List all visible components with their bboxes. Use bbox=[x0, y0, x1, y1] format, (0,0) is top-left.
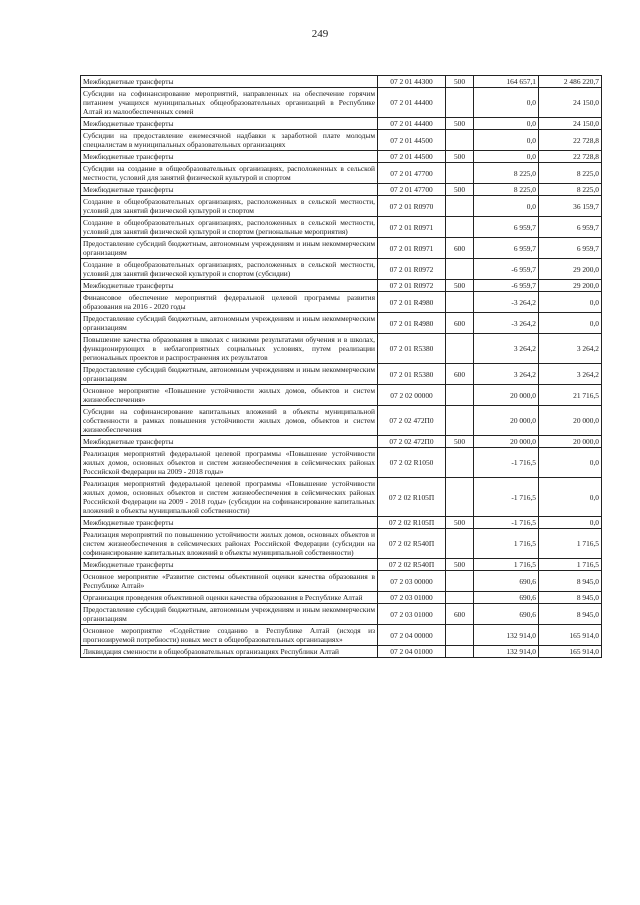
row-code: 07 2 01 R0972 bbox=[378, 259, 446, 280]
row-code: 07 2 01 44400 bbox=[378, 88, 446, 118]
row-amount-2: 165 914,0 bbox=[539, 646, 602, 658]
row-amount-1: -3 264,2 bbox=[474, 313, 539, 334]
table-row bbox=[81, 76, 602, 88]
table-row bbox=[81, 238, 602, 259]
row-description: Создание в общеобразовательных организациях, расположенных в сельской местности, условий для занятий физической культурой и спортом (региональные мероприятия) bbox=[81, 217, 378, 238]
row-expense-type: 500 bbox=[446, 436, 474, 448]
row-description: Предоставление субсидий бюджетным, автономным учреждениям и иным некоммерческим организациям bbox=[81, 364, 378, 385]
row-amount-1: 8 225,0 bbox=[474, 184, 539, 196]
table-row bbox=[81, 130, 602, 151]
row-expense-type bbox=[446, 385, 474, 406]
row-description: Межбюджетные трансферты bbox=[81, 436, 378, 448]
row-expense-type bbox=[446, 646, 474, 658]
row-code: 07 2 01 44300 bbox=[378, 76, 446, 88]
table-row bbox=[81, 385, 602, 406]
table-row bbox=[81, 517, 602, 529]
table-row bbox=[81, 646, 602, 658]
table-row bbox=[81, 292, 602, 313]
row-expense-type: 500 bbox=[446, 280, 474, 292]
row-code: 07 2 02 R105П bbox=[378, 478, 446, 517]
table-row bbox=[81, 604, 602, 625]
row-amount-1: 0,0 bbox=[474, 88, 539, 118]
row-amount-2: 0,0 bbox=[539, 292, 602, 313]
row-code: 07 2 01 44500 bbox=[378, 130, 446, 151]
row-amount-1: 0,0 bbox=[474, 151, 539, 163]
row-amount-2: 22 728,8 bbox=[539, 130, 602, 151]
row-expense-type: 600 bbox=[446, 313, 474, 334]
row-amount-1: -1 716,5 bbox=[474, 478, 539, 517]
page-number: 249 bbox=[311, 28, 329, 40]
budget-table bbox=[80, 75, 602, 658]
row-code: 07 2 01 44400 bbox=[378, 118, 446, 130]
table-row bbox=[81, 334, 602, 364]
table-row bbox=[81, 196, 602, 217]
row-expense-type: 500 bbox=[446, 184, 474, 196]
row-amount-1: 1 716,5 bbox=[474, 559, 539, 571]
budget-table-body bbox=[81, 76, 602, 658]
row-amount-2: 24 150,0 bbox=[539, 118, 602, 130]
table-row bbox=[81, 163, 602, 184]
row-description: Субсидии на предоставление ежемесячной надбавки к заработной плате молодым специалистам в муниципальных образовательных организациях bbox=[81, 130, 378, 151]
row-amount-2: 8 225,0 bbox=[539, 184, 602, 196]
table-row bbox=[81, 571, 602, 592]
row-description: Предоставление субсидий бюджетным, автономным учреждениям и иным некоммерческим организациям bbox=[81, 238, 378, 259]
row-code: 07 2 01 R4980 bbox=[378, 313, 446, 334]
row-code: 07 2 04 00000 bbox=[378, 625, 446, 646]
row-amount-2: 0,0 bbox=[539, 448, 602, 478]
row-amount-1: 0,0 bbox=[474, 130, 539, 151]
row-code: 07 2 01 44500 bbox=[378, 151, 446, 163]
row-amount-2: 29 200,0 bbox=[539, 280, 602, 292]
row-code: 07 2 02 R105П bbox=[378, 517, 446, 529]
row-expense-type: 500 bbox=[446, 118, 474, 130]
row-description: Межбюджетные трансферты bbox=[81, 151, 378, 163]
row-amount-2: 20 000,0 bbox=[539, 436, 602, 448]
row-expense-type bbox=[446, 259, 474, 280]
table-row bbox=[81, 184, 602, 196]
row-amount-2: 165 914,0 bbox=[539, 625, 602, 646]
row-code: 07 2 02 R1050 bbox=[378, 448, 446, 478]
row-amount-1: -1 716,5 bbox=[474, 517, 539, 529]
row-description: Межбюджетные трансферты bbox=[81, 517, 378, 529]
row-amount-2: 0,0 bbox=[539, 313, 602, 334]
row-amount-1: 20 000,0 bbox=[474, 436, 539, 448]
row-amount-1: 20 000,0 bbox=[474, 385, 539, 406]
row-description: Реализация мероприятий федеральной целевой программы «Повышение устойчивости жилых домов, основных объектов и систем жизнеобеспечения в сейсмических районах Российской Федерации на 2009 - 2018 годы» bbox=[81, 448, 378, 478]
row-amount-1: -3 264,2 bbox=[474, 292, 539, 313]
row-description: Основное мероприятие «Повышение устойчивости жилых домов, объектов и систем жизнеобеспечения» bbox=[81, 385, 378, 406]
row-expense-type: 500 bbox=[446, 559, 474, 571]
row-expense-type: 600 bbox=[446, 364, 474, 385]
table-row bbox=[81, 151, 602, 163]
row-amount-1: 132 914,0 bbox=[474, 646, 539, 658]
row-code: 07 2 01 R5380 bbox=[378, 364, 446, 385]
row-description: Реализация мероприятий по повышению устойчивости жилых домов, основных объектов и систем жизнеобеспечения в сейсмических районах Российской Федерации (субсидии на софинансирование капитальных вложений в объекты муниципальной собственности) bbox=[81, 529, 378, 559]
table-row bbox=[81, 529, 602, 559]
row-amount-2: 29 200,0 bbox=[539, 259, 602, 280]
row-amount-1: 1 716,5 bbox=[474, 529, 539, 559]
row-expense-type: 600 bbox=[446, 238, 474, 259]
table-row bbox=[81, 259, 602, 280]
row-amount-2: 8 945,0 bbox=[539, 571, 602, 592]
row-code: 07 2 02 472П0 bbox=[378, 436, 446, 448]
row-description: Предоставление субсидий бюджетным, автономным учреждениям и иным некоммерческим организациям bbox=[81, 604, 378, 625]
row-amount-1: 0,0 bbox=[474, 118, 539, 130]
row-code: 07 2 01 R0970 bbox=[378, 196, 446, 217]
row-amount-2: 8 945,0 bbox=[539, 604, 602, 625]
table-row bbox=[81, 217, 602, 238]
row-expense-type bbox=[446, 571, 474, 592]
row-description: Межбюджетные трансферты bbox=[81, 559, 378, 571]
row-expense-type bbox=[446, 130, 474, 151]
row-code: 07 2 02 R540П bbox=[378, 559, 446, 571]
row-amount-1: -1 716,5 bbox=[474, 448, 539, 478]
row-amount-1: 690,6 bbox=[474, 592, 539, 604]
row-description: Повышение качества образования в школах с низкими результатами обучения и в школах, функционирующих в неблагоприятных социальных условиях, путем реализации региональных проектов и распространения их результатов bbox=[81, 334, 378, 364]
row-code: 07 2 04 01000 bbox=[378, 646, 446, 658]
row-expense-type bbox=[446, 406, 474, 436]
row-description: Финансовое обеспечение мероприятий федеральной целевой программы развития образования на 2016 - 2020 годы bbox=[81, 292, 378, 313]
row-expense-type bbox=[446, 625, 474, 646]
row-description: Межбюджетные трансферты bbox=[81, 280, 378, 292]
row-amount-2: 1 716,5 bbox=[539, 559, 602, 571]
row-description: Субсидии на софинансирование мероприятий, направленных на обеспечение горячим питанием учащихся муниципальных общеобразовательных организаций в Республике Алтай из малообеспеченных семей bbox=[81, 88, 378, 118]
table-row bbox=[81, 364, 602, 385]
row-amount-1: 3 264,2 bbox=[474, 364, 539, 385]
table-row bbox=[81, 559, 602, 571]
row-amount-2: 1 716,5 bbox=[539, 529, 602, 559]
table-row bbox=[81, 478, 602, 517]
row-code: 07 2 01 R4980 bbox=[378, 292, 446, 313]
row-amount-2: 24 150,0 bbox=[539, 88, 602, 118]
row-expense-type bbox=[446, 217, 474, 238]
row-amount-1: 6 959,7 bbox=[474, 238, 539, 259]
row-expense-type bbox=[446, 292, 474, 313]
row-code: 07 2 03 01000 bbox=[378, 592, 446, 604]
row-amount-1: 132 914,0 bbox=[474, 625, 539, 646]
table-row bbox=[81, 118, 602, 130]
row-description: Основное мероприятие «Развитие системы объективной оценки качества образования в Республике Алтай» bbox=[81, 571, 378, 592]
table-row bbox=[81, 280, 602, 292]
row-expense-type: 600 bbox=[446, 604, 474, 625]
row-code: 07 2 01 47700 bbox=[378, 163, 446, 184]
table-row bbox=[81, 313, 602, 334]
row-expense-type bbox=[446, 196, 474, 217]
row-expense-type bbox=[446, 88, 474, 118]
row-amount-2: 6 959,7 bbox=[539, 238, 602, 259]
row-description: Межбюджетные трансферты bbox=[81, 76, 378, 88]
row-amount-2: 2 486 220,7 bbox=[539, 76, 602, 88]
row-amount-1: 690,6 bbox=[474, 571, 539, 592]
row-code: 07 2 01 R0972 bbox=[378, 280, 446, 292]
table-row bbox=[81, 592, 602, 604]
row-amount-1: 0,0 bbox=[474, 196, 539, 217]
row-amount-2: 8 225,0 bbox=[539, 163, 602, 184]
row-amount-1: 6 959,7 bbox=[474, 217, 539, 238]
row-amount-1: 20 000,0 bbox=[474, 406, 539, 436]
row-amount-2: 22 728,8 bbox=[539, 151, 602, 163]
row-expense-type bbox=[446, 592, 474, 604]
row-amount-2: 3 264,2 bbox=[539, 364, 602, 385]
table-row bbox=[81, 406, 602, 436]
row-code: 07 2 03 00000 bbox=[378, 571, 446, 592]
table-row bbox=[81, 436, 602, 448]
table-row bbox=[81, 448, 602, 478]
row-amount-2: 0,0 bbox=[539, 478, 602, 517]
row-amount-2: 36 159,7 bbox=[539, 196, 602, 217]
row-expense-type bbox=[446, 448, 474, 478]
row-code: 07 2 02 R540П bbox=[378, 529, 446, 559]
row-description: Создание в общеобразовательных организациях, расположенных в сельской местности, условий для занятий физической культурой и спортом (субсидии) bbox=[81, 259, 378, 280]
row-description: Реализация мероприятий федеральной целевой программы «Повышение устойчивости жилых домов, основных объектов и систем жизнеобеспечения в сейсмических районах Российской Федерации на 2009 - 2018 годы» (субсидии на софинансирование капитальных вложений в объекты муниципальной собственности) bbox=[81, 478, 378, 517]
table-row bbox=[81, 625, 602, 646]
row-expense-type bbox=[446, 529, 474, 559]
row-amount-2: 6 959,7 bbox=[539, 217, 602, 238]
row-code: 07 2 01 47700 bbox=[378, 184, 446, 196]
row-amount-1: 164 657,1 bbox=[474, 76, 539, 88]
row-amount-2: 20 000,0 bbox=[539, 406, 602, 436]
row-amount-1: 3 264,2 bbox=[474, 334, 539, 364]
row-description: Межбюджетные трансферты bbox=[81, 118, 378, 130]
row-code: 07 2 02 00000 bbox=[378, 385, 446, 406]
table-row bbox=[81, 88, 602, 118]
row-description: Субсидии на софинансирование капитальных вложений в объекты муниципальной собственности в рамках повышения устойчивости жилых домов, объектов и систем жизнеобеспечения bbox=[81, 406, 378, 436]
row-amount-2: 21 716,5 bbox=[539, 385, 602, 406]
row-amount-2: 3 264,2 bbox=[539, 334, 602, 364]
row-description: Создание в общеобразовательных организациях, расположенных в сельской местности, условий для занятий физической культурой и спортом bbox=[81, 196, 378, 217]
row-description: Основное мероприятие «Содействие созданию в Республике Алтай (исходя из прогнозируемой потребности) новых мест в общеобразовательных организациях» bbox=[81, 625, 378, 646]
row-description: Межбюджетные трансферты bbox=[81, 184, 378, 196]
row-description: Предоставление субсидий бюджетным, автономным учреждениям и иным некоммерческим организациям bbox=[81, 313, 378, 334]
row-amount-2: 0,0 bbox=[539, 517, 602, 529]
row-expense-type bbox=[446, 334, 474, 364]
row-expense-type: 500 bbox=[446, 76, 474, 88]
row-code: 07 2 01 R0971 bbox=[378, 238, 446, 259]
row-code: 07 2 03 01000 bbox=[378, 604, 446, 625]
row-expense-type: 500 bbox=[446, 517, 474, 529]
row-expense-type: 500 bbox=[446, 151, 474, 163]
row-description: Ликвидация сменности в общеобразовательных организациях Республики Алтай bbox=[81, 646, 378, 658]
row-expense-type bbox=[446, 163, 474, 184]
row-description: Субсидии на создание в общеобразовательных организациях, расположенных в сельской местности, условий для занятий физической культурой и спортом bbox=[81, 163, 378, 184]
row-code: 07 2 01 R5380 bbox=[378, 334, 446, 364]
row-amount-1: 8 225,0 bbox=[474, 163, 539, 184]
row-code: 07 2 01 R0971 bbox=[378, 217, 446, 238]
row-code: 07 2 02 472П0 bbox=[378, 406, 446, 436]
row-amount-2: 8 945,0 bbox=[539, 592, 602, 604]
row-amount-1: -6 959,7 bbox=[474, 259, 539, 280]
row-description: Организация проведения объективной оценки качества образования в Республике Алтай bbox=[81, 592, 378, 604]
row-amount-1: 690,6 bbox=[474, 604, 539, 625]
row-amount-1: -6 959,7 bbox=[474, 280, 539, 292]
row-expense-type bbox=[446, 478, 474, 517]
